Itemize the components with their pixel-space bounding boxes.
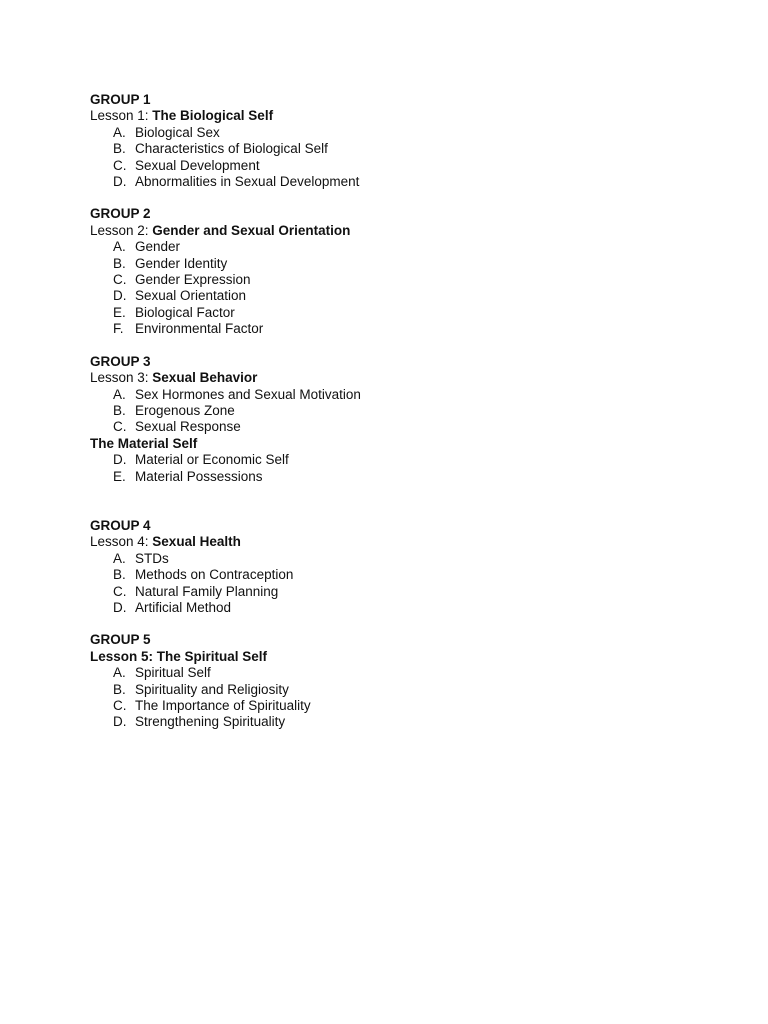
item-text: Sexual Development — [135, 157, 260, 173]
lesson-prefix: Lesson 1: — [90, 108, 153, 124]
lesson-prefix: Lesson 3: — [90, 370, 153, 386]
list-item — [90, 584, 730, 600]
list-item — [90, 551, 730, 567]
list-item — [90, 403, 730, 419]
item-text: Spiritual Self — [135, 665, 211, 681]
item-letter: B. — [113, 255, 126, 271]
item-text: Gender Identity — [135, 255, 228, 271]
lesson-name: Sexual Health — [152, 534, 241, 550]
item-letter: A. — [113, 550, 126, 566]
item-letter: B. — [113, 402, 126, 418]
item-letter: A. — [113, 124, 126, 140]
list-item — [90, 567, 730, 583]
item-text: Material or Economic Self — [135, 452, 289, 468]
list-item — [90, 321, 730, 337]
item-letter: C. — [113, 583, 127, 599]
list-item — [90, 141, 730, 157]
lesson-heading — [90, 223, 730, 239]
item-text: Spirituality and Religiosity — [135, 681, 289, 697]
lesson-heading: Lesson 5: The Spiritual Self — [90, 648, 268, 664]
item-text: STDs — [135, 550, 169, 566]
group-5-section — [90, 632, 730, 730]
item-text: Artificial Method — [135, 599, 232, 615]
list-item — [90, 125, 730, 141]
list-item — [90, 419, 730, 435]
item-letter: A. — [113, 386, 126, 402]
item-letter: A. — [113, 239, 126, 255]
item-letter: C. — [113, 698, 127, 713]
group-title: GROUP 2 — [90, 206, 151, 222]
group-title: GROUP 5 — [90, 632, 151, 648]
item-letter: B. — [113, 141, 126, 157]
lesson-name: Sexual Behavior — [152, 370, 258, 386]
list-item — [90, 305, 730, 321]
item-letter: D. — [113, 714, 127, 730]
group-title: GROUP 3 — [90, 353, 151, 369]
lesson-heading — [90, 108, 730, 124]
list-item — [90, 452, 730, 468]
lesson-prefix: Lesson 2: — [90, 222, 153, 238]
lesson-heading — [90, 370, 730, 386]
document-page — [90, 92, 730, 731]
item-letter: D. — [113, 599, 127, 615]
item-letter: D. — [113, 288, 127, 304]
list-item — [90, 174, 730, 190]
group-title: GROUP 1 — [90, 92, 151, 107]
list-item — [90, 600, 730, 616]
item-text: Methods on Contraception — [135, 567, 294, 583]
list-item — [90, 158, 730, 174]
item-letter: D. — [113, 174, 127, 190]
item-text: Environmental Factor — [135, 321, 264, 337]
item-text: Material Possessions — [135, 468, 263, 484]
item-letter: A. — [113, 665, 126, 681]
item-text: Erogenous Zone — [135, 402, 235, 418]
item-text: Sexual Orientation — [135, 288, 247, 304]
list-item — [90, 469, 730, 485]
list-item — [90, 272, 730, 288]
lesson-heading — [90, 534, 730, 550]
group-title: GROUP 4 — [90, 517, 151, 533]
item-letter: D. — [113, 452, 127, 468]
item-text: The Importance of Spirituality — [135, 698, 311, 713]
item-text: Sexual Response — [135, 419, 241, 435]
item-text: Natural Family Planning — [135, 583, 279, 599]
group-3-section — [90, 354, 730, 485]
lesson-prefix: Lesson 4: — [90, 534, 153, 550]
list-item — [90, 256, 730, 272]
item-text: Biological Factor — [135, 304, 235, 320]
item-text: Abnormalities in Sexual Development — [135, 174, 360, 190]
item-letter: B. — [113, 567, 126, 583]
item-text: Characteristics of Biological Self — [135, 141, 328, 157]
lesson-name: The Biological Self — [152, 108, 274, 124]
list-item — [90, 288, 730, 304]
item-text: Biological Sex — [135, 124, 220, 140]
group-2-section — [90, 206, 730, 337]
list-item — [90, 665, 730, 681]
list-item — [90, 698, 730, 714]
item-letter: C. — [113, 272, 127, 288]
item-letter: C. — [113, 157, 127, 173]
item-letter: C. — [113, 419, 127, 435]
item-letter: B. — [113, 681, 126, 697]
item-text: Sex Hormones and Sexual Motivation — [135, 386, 361, 402]
section-subheading: The Material Self — [90, 435, 198, 451]
lesson-name: Gender and Sexual Orientation — [152, 222, 351, 238]
item-text: Gender — [135, 239, 181, 255]
list-item — [90, 239, 730, 255]
list-item — [90, 714, 730, 730]
item-text: Strengthening Spirituality — [135, 714, 286, 730]
list-item — [90, 682, 730, 698]
item-letter: F. — [113, 321, 124, 337]
group-4-section — [90, 518, 730, 616]
group-1-section — [90, 92, 730, 190]
item-text: Gender Expression — [135, 272, 251, 288]
item-letter: E. — [113, 304, 126, 320]
item-letter: E. — [113, 468, 126, 484]
list-item — [90, 387, 730, 403]
